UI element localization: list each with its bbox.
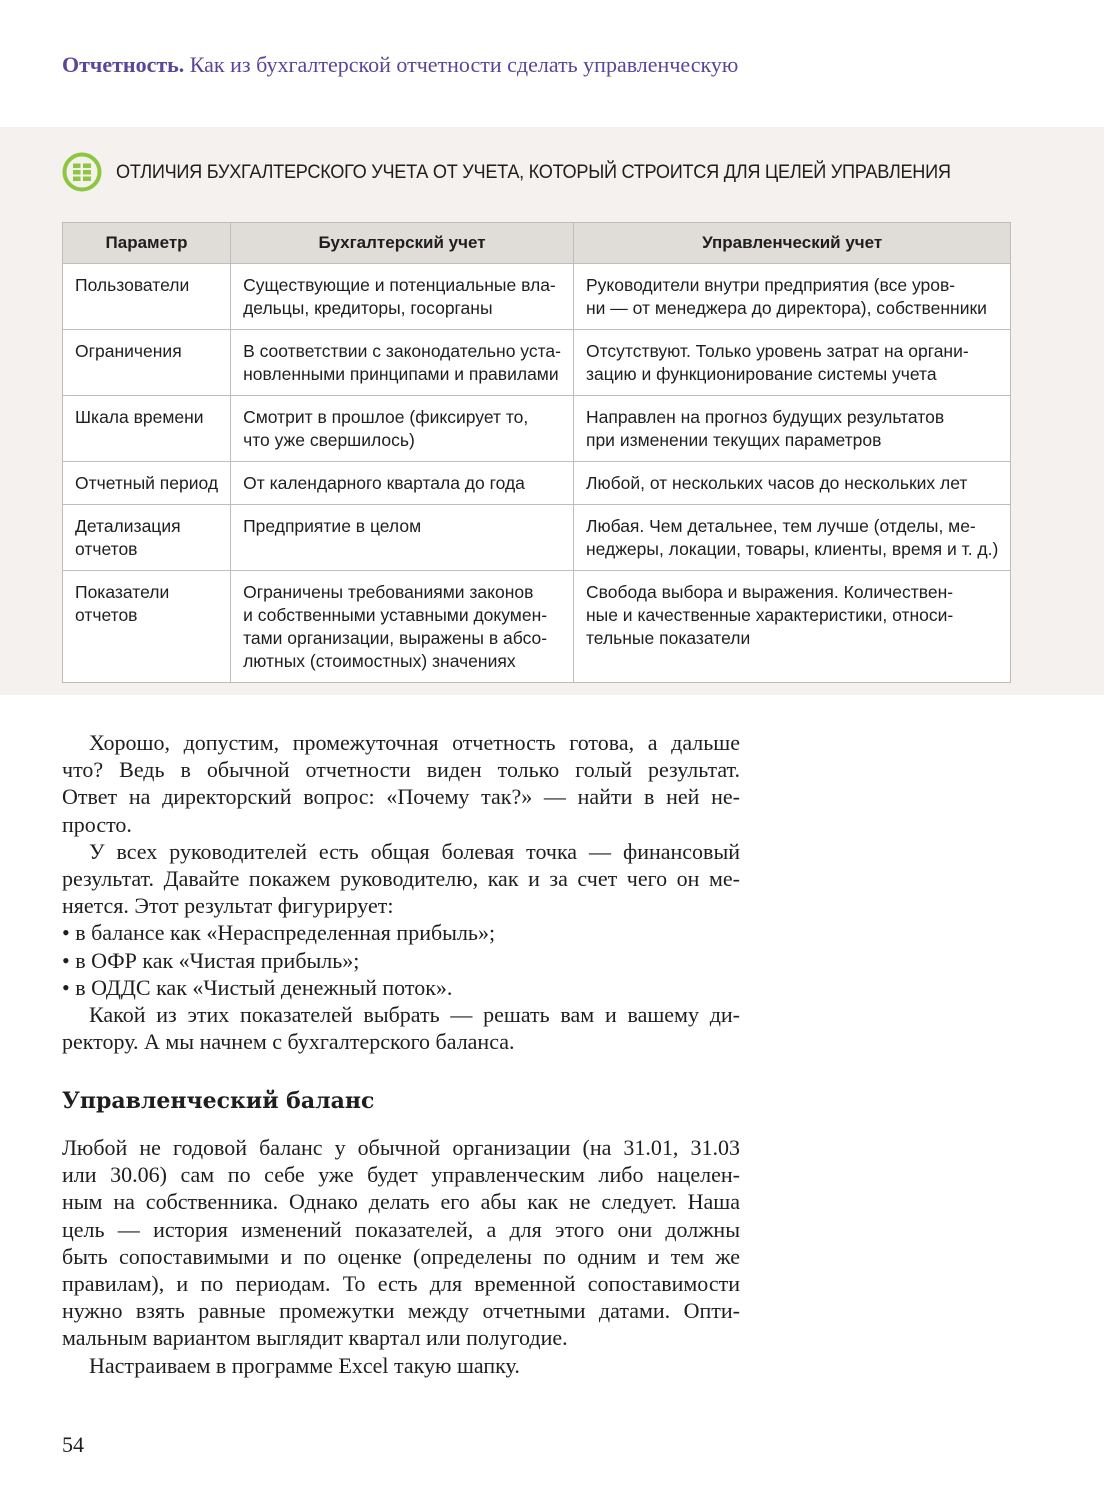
- cell-management: [573, 396, 1010, 462]
- text-line: просто.: [62, 811, 132, 837]
- running-head-chapter: Отчетность.: [62, 52, 185, 77]
- cell-text-line: Свобода выбора и выражения. Количествен-: [585, 582, 954, 602]
- cell-management: [573, 330, 1010, 396]
- bullet-item: • в ОФР как «Чистая прибыль»;: [62, 947, 360, 973]
- text-line: быть сопоставимыми и по оценке (определены по одним и тем же: [62, 1243, 740, 1269]
- cell-text-line: лютных (стоимостных) значениях: [243, 651, 516, 671]
- cell-text-line: Руководители внутри предприятия (все уров-: [585, 275, 956, 295]
- running-head-subtitle: Как из бухгалтерской отчетности сделать управленческую: [189, 52, 739, 77]
- section-title: Управленческий баланс: [62, 1088, 375, 1114]
- paragraph-4: [62, 1134, 740, 1352]
- table-row: [63, 396, 1011, 462]
- paragraph-1: [62, 729, 740, 838]
- table-row: [63, 330, 1011, 396]
- text-line: У всех руководителей есть общая болевая точка — финансовый: [89, 838, 740, 864]
- text-line: Ответ на директорский вопрос: «Почему так?» — найти в ней не-: [62, 784, 740, 810]
- cell-text-line: ные и качественные характеристики, относи-: [585, 605, 954, 625]
- cell-text-line: Шкала времени: [75, 407, 204, 427]
- cell-text-line: и собственными уставными докумен-: [243, 605, 548, 625]
- cell-management: [573, 462, 1010, 505]
- cell-accounting: [231, 396, 574, 462]
- cell-parameter: [63, 505, 231, 571]
- text-line: результат. Давайте покажем руководителю, как и за счет чего он ме-: [62, 866, 740, 892]
- text-line: Какой из этих показателей выбрать — решать вам и вашему ди-: [89, 1002, 740, 1028]
- header-accounting: Бухгалтерский учет: [231, 223, 574, 264]
- paragraph-3: [62, 1001, 740, 1055]
- text-line: Любой не годовой баланс у обычной организации (на 31.01, 31.03: [62, 1135, 740, 1160]
- sidebar-box-header: [62, 152, 1014, 192]
- cell-text-line: тами организации, выражены в абсо-: [243, 628, 548, 648]
- cell-text-line: что уже свершилось): [243, 430, 415, 450]
- text-line: няется. Этот результат фигурирует:: [62, 893, 394, 919]
- header-management: Управленческий учет: [573, 223, 1010, 264]
- paragraph-2: [62, 838, 740, 920]
- cell-accounting: [231, 264, 574, 330]
- cell-text-line: Отсутствуют. Только уровень затрат на органи-: [585, 341, 969, 361]
- comparison-table: [62, 222, 1011, 683]
- cell-text-line: дельцы, кредиторы, госорганы: [243, 298, 493, 318]
- sidebar-box: [0, 127, 1104, 695]
- header-parameter: Параметр: [63, 223, 231, 264]
- cell-text-line: зацию и функционирование системы учета: [585, 364, 937, 384]
- table-row: [63, 462, 1011, 505]
- bullet-list: [62, 919, 740, 1001]
- cell-text-line: Существующие и потенциальные вла-: [243, 275, 556, 295]
- cell-text-line: неджеры, локации, товары, клиенты, время и т. д.): [585, 539, 999, 559]
- cell-parameter: [63, 571, 231, 683]
- page-number: 54: [62, 1432, 84, 1457]
- table-row: [63, 264, 1011, 330]
- cell-accounting: [231, 330, 574, 396]
- cell-text-line: отчетов: [75, 605, 138, 625]
- cell-text-line: Любой, от нескольких часов до нескольких лет: [585, 473, 968, 493]
- text-line: правилам), и по периодам. То есть для временной сопоставимости: [62, 1271, 740, 1297]
- cell-text-line: Ограничения: [75, 341, 182, 361]
- text-line: цель — история изменений показателей, а для этого они должны: [62, 1216, 740, 1242]
- text-line: Настраиваем в программе Excel такую шапку.: [89, 1352, 520, 1378]
- cell-text-line: ни — от менеджера до директора), собственники: [585, 298, 987, 318]
- text-line: или 30.06) сам по себе уже будет управленческим либо нацелен-: [62, 1162, 740, 1188]
- text-line: ным на собственника. Однако делать его абы как не следует. Наша: [62, 1189, 740, 1215]
- cell-text-line: отчетов: [75, 539, 138, 559]
- cell-text-line: новленными принципами и правилами: [243, 364, 559, 384]
- body-text-bottom: [62, 1134, 740, 1379]
- cell-text-line: тельные показатели: [585, 628, 751, 648]
- cell-text-line: Предприятие в целом: [243, 516, 422, 536]
- table-header-row: [63, 223, 1011, 264]
- cell-text-line: Направлен на прогноз будущих результатов: [585, 407, 945, 427]
- cell-parameter: [63, 264, 231, 330]
- table-row: [63, 571, 1011, 683]
- text-line: ректору. А мы начнем с бухгалтерского баланса.: [62, 1029, 515, 1055]
- cell-text-line: В соответствии с законодательно уста-: [243, 341, 561, 361]
- cell-text-line: Ограничены требованиями законов: [243, 582, 534, 602]
- cell-text-line: Детализация: [75, 516, 181, 536]
- cell-management: [573, 505, 1010, 571]
- bullet-item: • в балансе как «Нераспределенная прибыль»;: [62, 920, 496, 946]
- running-head: [62, 52, 738, 78]
- table-body: [63, 264, 1011, 683]
- text-line: Хорошо, допустим, промежуточная отчетность готова, а дальше: [89, 730, 740, 755]
- text-line: мальным вариантом выглядит квартал или полугодие.: [62, 1325, 568, 1351]
- cell-text-line: при изменении текущих параметров: [585, 430, 882, 450]
- cell-text-line: Пользователи: [75, 275, 190, 295]
- text-line: что? Ведь в обычной отчетности виден только голый результат.: [62, 757, 740, 783]
- table-list-icon: [62, 152, 102, 192]
- cell-parameter: [63, 330, 231, 396]
- cell-text-line: Отчетный период: [75, 473, 219, 493]
- cell-parameter: [63, 462, 231, 505]
- cell-accounting: [231, 505, 574, 571]
- cell-text-line: Любая. Чем детальнее, тем лучше (отделы, ме-: [585, 516, 976, 536]
- cell-accounting: [231, 571, 574, 683]
- table-row: [63, 505, 1011, 571]
- sidebar-box-title: ОТЛИЧИЯ БУХГАЛТЕРСКОГО УЧЕТА ОТ УЧЕТА, КОТОРЫЙ СТРОИТСЯ ДЛЯ ЦЕЛЕЙ УПРАВЛЕНИЯ: [116, 160, 951, 183]
- body-text-top: [62, 729, 740, 1055]
- cell-parameter: [63, 396, 231, 462]
- cell-accounting: [231, 462, 574, 505]
- paragraph-5: [62, 1352, 740, 1379]
- cell-management: [573, 264, 1010, 330]
- cell-management: [573, 571, 1010, 683]
- bullet-item: • в ОДДС как «Чистый денежный поток».: [62, 974, 453, 1000]
- cell-text-line: Показатели: [75, 582, 170, 602]
- text-line: нужно взять равные промежутки между отчетными датами. Опти-: [62, 1298, 740, 1324]
- cell-text-line: От календарного квартала до года: [243, 473, 525, 493]
- cell-text-line: Смотрит в прошлое (фиксирует то,: [243, 407, 529, 427]
